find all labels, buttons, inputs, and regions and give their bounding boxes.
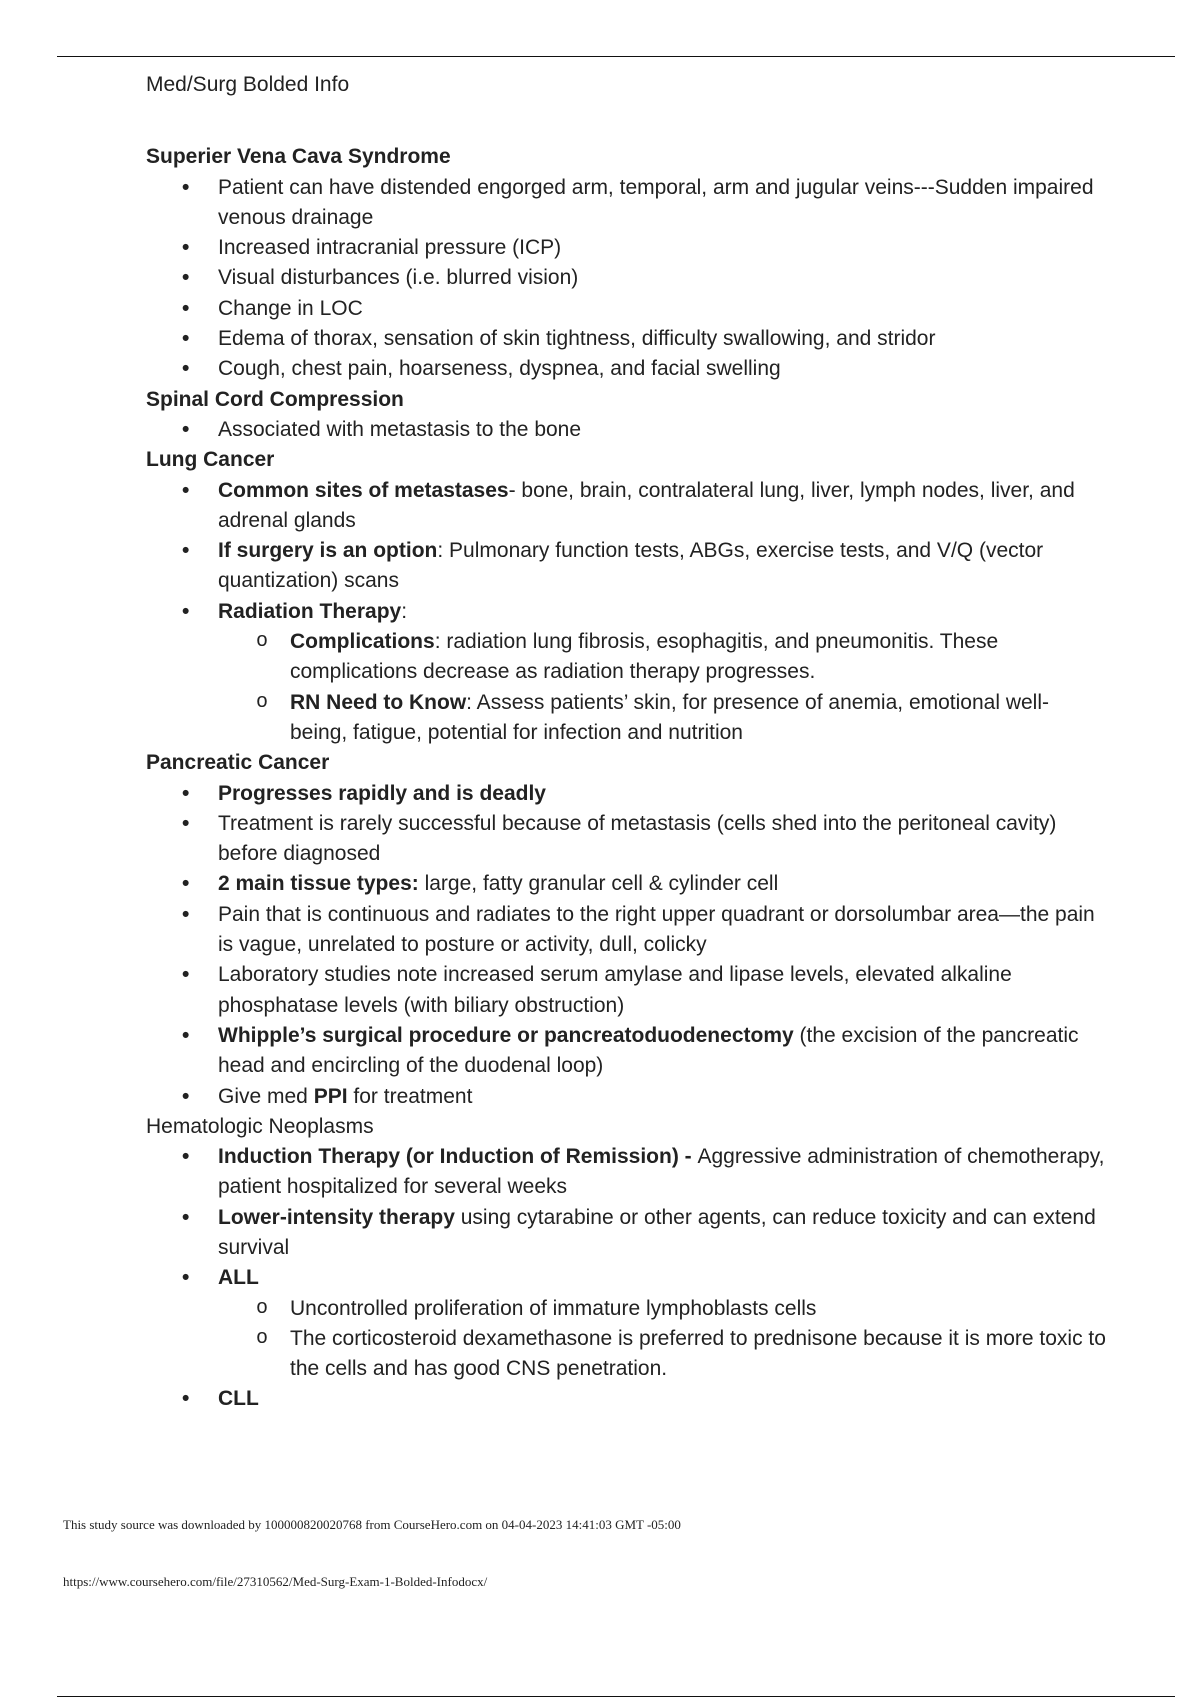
- metastases-text: - bone, brain, contralateral lung, liver, lymph nodes, liver, and adrenal glands: [218, 478, 1075, 532]
- section-heading-spinal: Spinal Cord Compression: [146, 387, 404, 411]
- whipple-text: (the excision of the pancreatic head and encircling of the duodenal loop): [218, 1023, 1079, 1078]
- list-item-all: [218, 1263, 1106, 1384]
- ppi-label: PPI: [313, 1084, 348, 1108]
- section-heading-pancreatic: Pancreatic Cancer: [146, 751, 330, 775]
- heme-list: [146, 1142, 1106, 1415]
- radiation-label: Radiation Therapy: [218, 599, 402, 623]
- section-heading-lung: Lung Cancer: [146, 448, 275, 472]
- tissue-label: 2 main tissue types:: [218, 872, 419, 896]
- surgery-label: If surgery is an option: [218, 539, 438, 563]
- list-item-radiation: [218, 597, 1106, 748]
- list-item-treatment: • Treatment is rarely successful because of metastasis (cells shed into the peritoneal cavity) before diagnosed: [218, 809, 1106, 870]
- ppi-pre: Give med: [218, 1084, 314, 1108]
- rn-need-label: RN Need to Know: [290, 690, 467, 714]
- rn-need-text: : Assess patients’ skin, for presence of anemia, emotional well-being, fatigue, potential for infection and nutrition: [290, 690, 1050, 744]
- source-url[interactable]: https://www.coursehero.com/file/27310562/Med-Surg-Exam-1-Bolded-Infodocx/: [63, 1574, 488, 1589]
- pancreatic-list: [146, 779, 1106, 1112]
- induction-label: Induction Therapy (or Induction of Remission) -: [218, 1145, 698, 1169]
- list-item-ppi: [218, 1082, 1106, 1112]
- list-item: • Visual disturbances (i.e. blurred vision): [218, 263, 1106, 293]
- bottom-page-rule: [57, 1696, 1175, 1697]
- list-item: • Edema of thorax, sensation of skin tightness, difficulty swallowing, and stridor: [218, 324, 1106, 354]
- radiation-sublist: [218, 627, 1106, 748]
- ppi-post: for treatment: [347, 1084, 473, 1108]
- list-item: • Increased intracranial pressure (ICP): [218, 233, 1106, 263]
- all-sublist: [218, 1294, 1106, 1385]
- top-page-rule: [57, 56, 1175, 57]
- lower-intensity-label: Lower-intensity therapy: [218, 1205, 455, 1229]
- section-heading-svc: Superier Vena Cava Syndrome: [146, 145, 451, 169]
- spinal-list: [146, 415, 1106, 445]
- list-item-lower-intensity: [218, 1203, 1106, 1264]
- list-item: • Cough, chest pain, hoarseness, dyspnea, and facial swelling: [218, 354, 1106, 384]
- list-item: • Patient can have distended engorged arm, temporal, arm and jugular veins---Sudden impaired venous drainage: [218, 173, 1106, 234]
- radiation-text: :: [401, 599, 408, 623]
- whipple-label: Whipple’s surgical procedure or pancreatoduodenectomy: [218, 1023, 794, 1047]
- list-item-labs: • Laboratory studies note increased serum amylase and lipase levels, elevated alkaline phosphatase levels (with biliary obstruction): [218, 960, 1106, 1021]
- list-item: • Associated with metastasis to the bone: [218, 415, 1106, 445]
- sub-list-item-complications: [290, 627, 1106, 688]
- list-item-surgery: [218, 536, 1106, 597]
- download-notice: This study source was downloaded by 100000820020768 from CourseHero.com on 04-04-2023 14:41:03 GMT -05:00: [63, 1517, 681, 1532]
- list-item-pain: • Pain that is continuous and radiates to the right upper quadrant or dorsolumbar area—the pain is vague, unrelated to posture or activity, dull, colicky: [218, 900, 1106, 961]
- section-heading-heme: Hematologic Neoplasms: [146, 1114, 374, 1138]
- lower-intensity-text: using cytarabine or other agents, can reduce toxicity and can extend survival: [218, 1205, 1096, 1259]
- complications-label: Complications: [290, 630, 435, 654]
- svc-list: [146, 173, 1106, 385]
- all-label: ALL: [218, 1266, 259, 1290]
- sub-list-item: o Uncontrolled proliferation of immature lymphoblasts cells: [290, 1294, 1106, 1324]
- metastases-label: Common sites of metastases: [218, 478, 509, 502]
- document-title: Med/Surg Bolded Info: [146, 73, 350, 96]
- list-item-induction: [218, 1142, 1106, 1203]
- list-item-metastases: [218, 476, 1106, 537]
- list-item-whipple: [218, 1021, 1106, 1082]
- induction-text: Aggressive administration of chemotherapy, patient hospitalized for several weeks: [218, 1145, 1105, 1199]
- sub-list-item: o The corticosteroid dexamethasone is preferred to prednisone because it is more toxic to the cells and has good CNS penetration.: [290, 1324, 1106, 1385]
- complications-text: : radiation lung fibrosis, esophagitis, and pneumonitis. These complications decrease as radiation therapy progresses.: [290, 630, 999, 684]
- surgery-text: : Pulmonary function tests, ABGs, exercise tests, and V/Q (vector quantization) scans: [218, 539, 1044, 593]
- list-item-progresses: • Progresses rapidly and is deadly: [218, 779, 1106, 809]
- list-item: • Change in LOC: [218, 294, 1106, 324]
- document-body: [146, 70, 1106, 1415]
- list-item-cll: • CLL: [218, 1384, 1106, 1414]
- list-item-tissue: [218, 869, 1106, 899]
- sub-list-item-rn-need: [290, 688, 1106, 749]
- tissue-text: large, fatty granular cell & cylinder cell: [418, 872, 779, 896]
- lung-list: [146, 476, 1106, 749]
